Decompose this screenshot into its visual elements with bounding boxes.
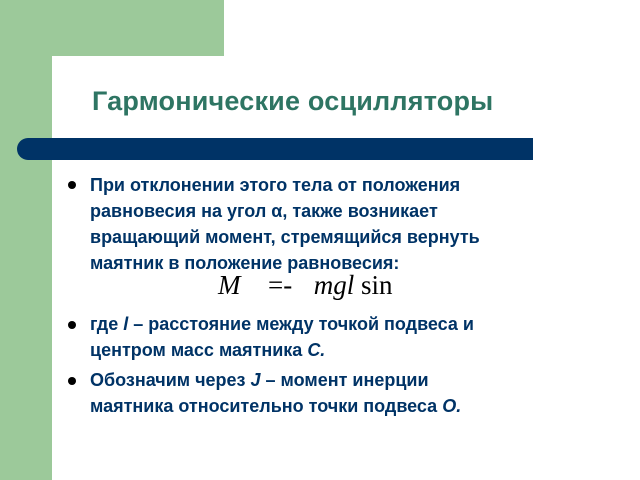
slide-title: Гармонические осцилляторы (92, 86, 494, 116)
formula-vars: mgl (313, 270, 355, 300)
formula-lhs: M (218, 270, 241, 300)
bullet-2-line-2: центром масс маятника C. (90, 340, 326, 360)
sidebar-accent (0, 0, 52, 480)
bullet-1-text (90, 172, 480, 276)
formula-operator: =- (268, 270, 293, 300)
bullet-1-line-4: маятник в положение равновесия: (90, 253, 400, 273)
top-accent (0, 0, 224, 56)
title-underline-bar (17, 138, 533, 160)
bullet-1-line-1: При отклонении этого тела от положения (90, 175, 461, 195)
formula-function: sin (360, 270, 393, 300)
bullet-2-text (90, 311, 474, 363)
bullet-3-text (90, 367, 461, 419)
bullet-3-line-2: маятника относительно точки подвеса O. (90, 396, 462, 416)
bullet-marker (68, 181, 76, 189)
formula (218, 270, 392, 301)
bullet-marker (68, 377, 76, 385)
bullet-2-line-1: где l – расстояние между точкой подвеса и (90, 314, 474, 334)
bullet-1-line-2: равновесия на угол α, также возникает (90, 201, 438, 221)
bullet-3-line-1: Обозначим через J – момент инерции (90, 370, 429, 390)
bullet-marker (68, 321, 76, 329)
bullet-1-line-3: вращающий момент, стремящийся вернуть (90, 227, 480, 247)
